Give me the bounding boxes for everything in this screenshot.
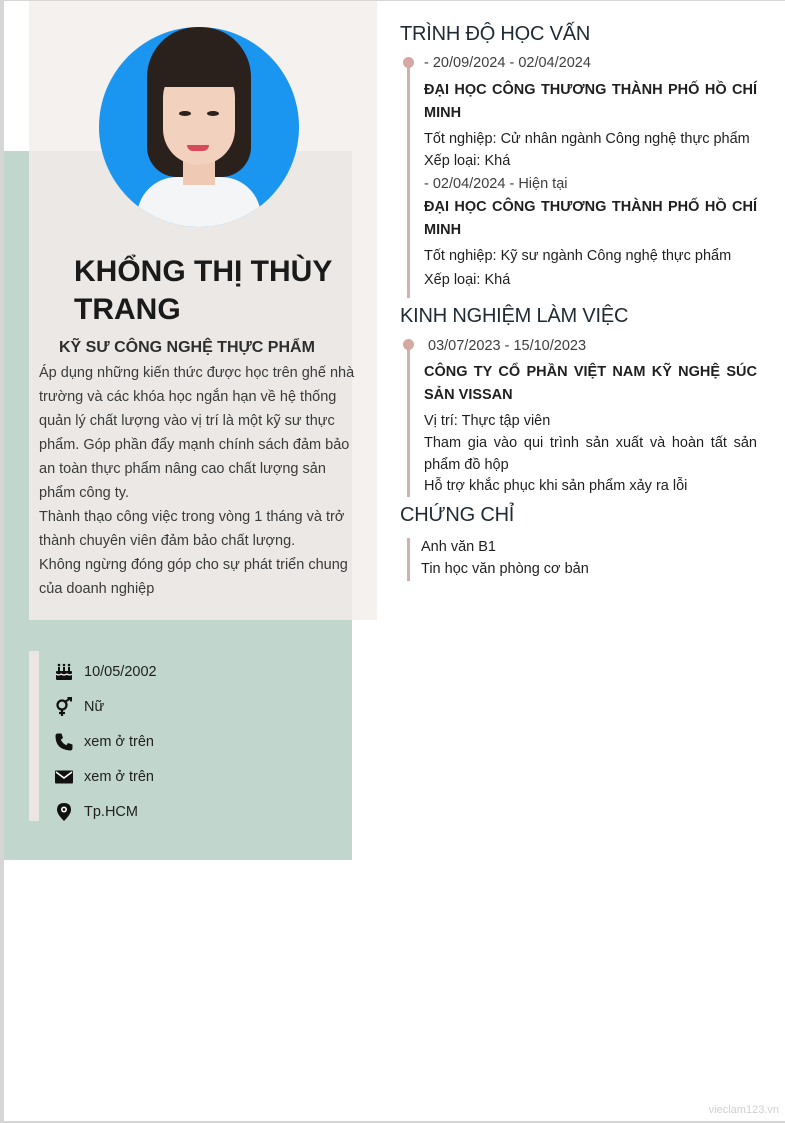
education-school: ĐẠI HỌC CÔNG THƯƠNG THÀNH PHỐ HỒ CHÍ MINH	[424, 199, 757, 238]
education-degree: Tốt nghiệp: Cử nhân ngành Công nghệ thực phẩm	[424, 131, 750, 147]
certificate-item: Tin học văn phòng cơ bản	[421, 561, 589, 577]
certificate-item: Anh văn B1	[421, 539, 496, 555]
education-date: - 02/04/2024 - Hiện tại	[424, 176, 568, 192]
certificates-title: CHỨNG CHỈ	[400, 504, 515, 526]
location-icon	[54, 802, 74, 822]
candidate-name-line1: KHỔNG THỊ THÙY	[74, 255, 333, 288]
gender-value: Nữ	[84, 698, 105, 715]
experience-company: CÔNG TY CỔ PHẦN VIỆT NAM KỸ NGHỆ SÚC SẢN VISSAN	[424, 364, 757, 403]
education-degree: Tốt nghiệp: Kỹ sư ngành Công nghệ thực phẩm	[424, 248, 732, 264]
experience-desc: Tham gia vào qui trình sản xuất và hoàn tất sản phẩm đồ hộp	[424, 435, 757, 473]
education-school: ĐẠI HỌC CÔNG THƯƠNG THÀNH PHỐ HỒ CHÍ MINH	[424, 82, 757, 121]
education-timeline-dot	[403, 57, 414, 68]
career-summary	[39, 361, 361, 601]
birthday-value: 10/05/2002	[84, 663, 157, 680]
experience-timeline-dot	[403, 339, 414, 350]
personal-info-list	[54, 654, 334, 829]
education-timeline-line	[407, 62, 410, 298]
candidate-name	[74, 253, 354, 329]
email-row	[54, 759, 334, 794]
education-date: - 20/09/2024 - 02/04/2024	[424, 55, 591, 71]
phone-row	[54, 724, 334, 759]
phone-icon	[54, 732, 74, 752]
summary-paragraph: Thành thạo công việc trong vòng 1 tháng và trở thành chuyên viên đảm bảo chất lượng.	[39, 509, 345, 549]
job-position: KỸ SƯ CÔNG NGHỆ THỰC PHẨM	[59, 339, 315, 356]
avatar	[99, 27, 299, 227]
mail-icon	[54, 767, 74, 787]
education-rank: Xếp loại: Khá	[424, 272, 511, 288]
address-row	[54, 794, 334, 829]
gender-row	[54, 689, 334, 724]
phone-value: xem ở trên	[84, 733, 154, 750]
summary-paragraph: Áp dụng những kiến thức được học trên ghế nhà trường và các khóa học ngắn hạn về hệ thống quản lý chất lượng vào vị trí là một kỹ sư thực phẩm. Góp phần đẩy mạnh chính sách đảm bảo an toàn thực phẩm nâng cao chất lượng sản phẩm công ty.	[39, 365, 355, 501]
watermark: vieclam123.vn	[708, 1104, 779, 1116]
birthday-row	[54, 654, 334, 689]
candidate-name-line2: TRANG	[74, 293, 181, 326]
summary-paragraph: Không ngừng đóng góp cho sự phát triển chung của doanh nghiệp	[39, 557, 348, 597]
education-title: TRÌNH ĐỘ HỌC VẤN	[400, 23, 591, 45]
experience-date: 03/07/2023 - 15/10/2023	[428, 338, 587, 354]
certificates-line	[407, 538, 410, 581]
experience-role: Vị trí: Thực tập viên	[424, 413, 551, 429]
experience-title: KINH NGHIỆM LÀM VIỆC	[400, 305, 629, 327]
gender-icon	[54, 697, 74, 717]
info-accent-bar	[29, 651, 39, 821]
experience-desc: Hỗ trợ khắc phục khi sản phẩm xảy ra lỗi	[424, 478, 688, 494]
email-value: xem ở trên	[84, 768, 154, 785]
education-rank: Xếp loại: Khá	[424, 153, 511, 169]
address-value: Tp.HCM	[84, 803, 138, 820]
experience-timeline-line	[407, 344, 410, 497]
cake-icon	[54, 662, 74, 682]
